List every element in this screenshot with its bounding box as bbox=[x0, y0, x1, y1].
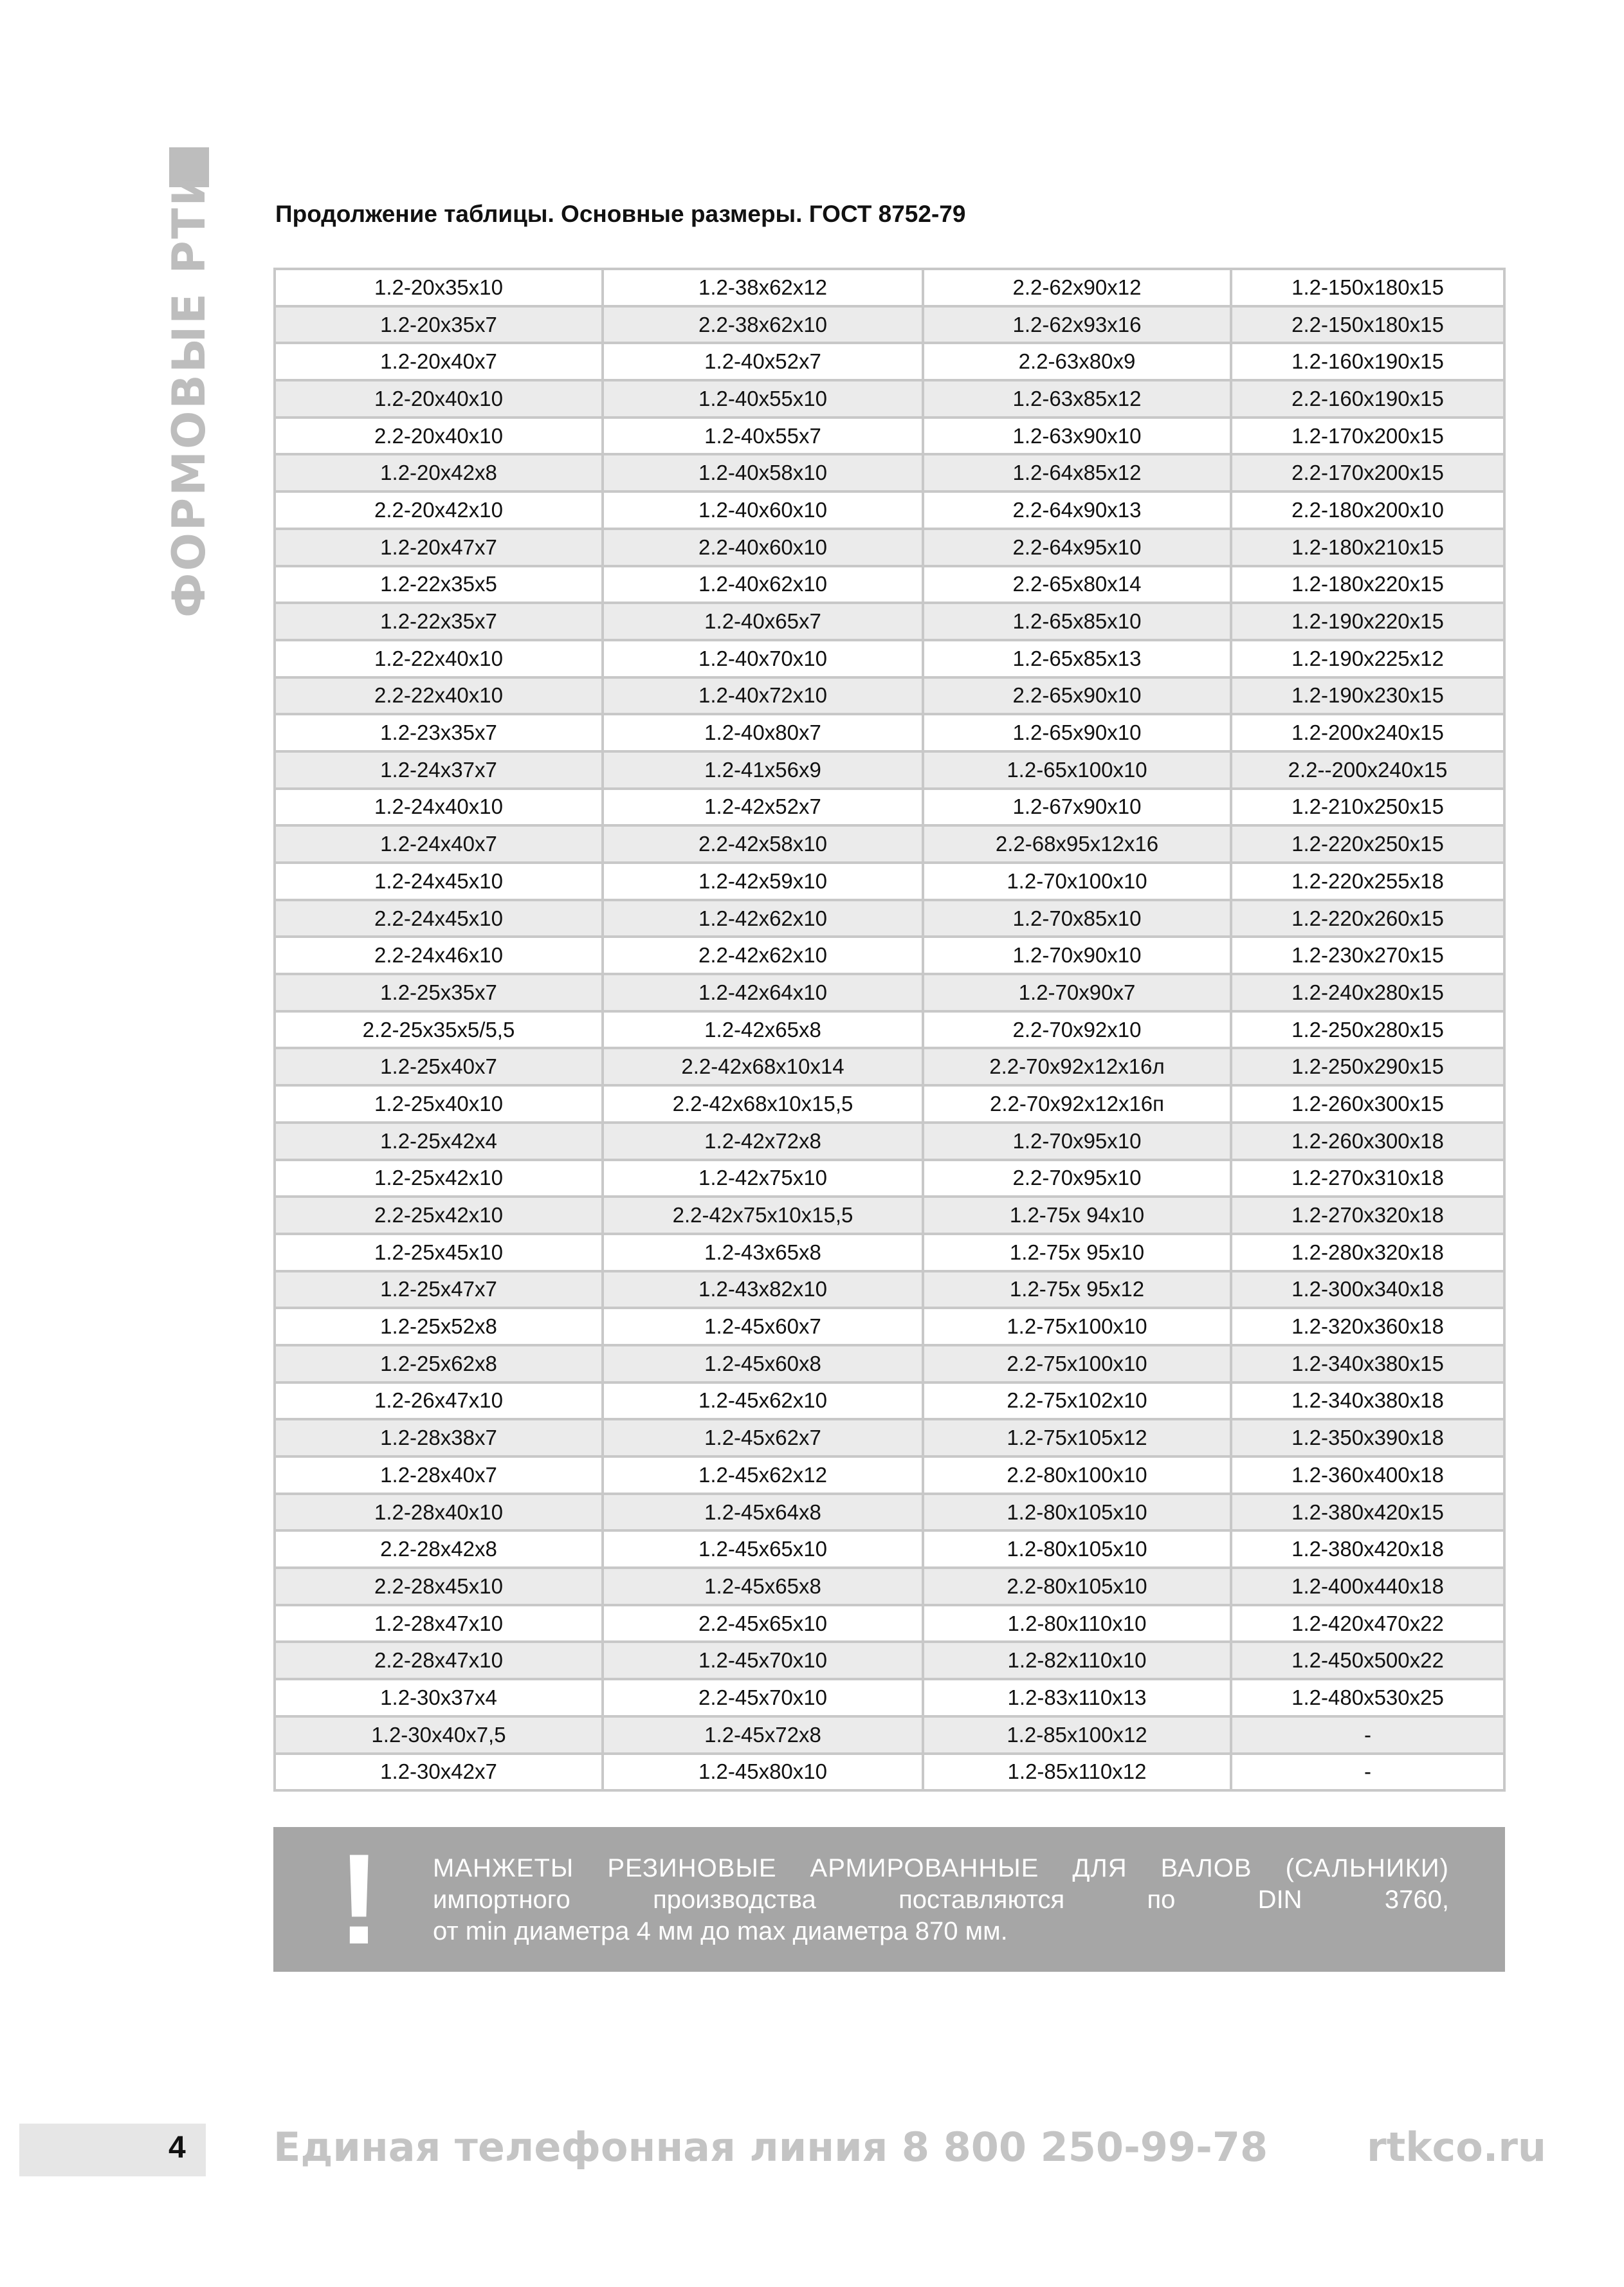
table-cell: 2.2-70x92x12x16п bbox=[923, 1085, 1231, 1123]
table-row bbox=[275, 1568, 1504, 1605]
table-cell: 1.2-180x210x15 bbox=[1231, 529, 1504, 566]
table-cell: 1.2-70x90x7 bbox=[923, 974, 1231, 1011]
table-row bbox=[275, 789, 1504, 826]
table-cell: 1.2-24x37x7 bbox=[275, 751, 603, 789]
table-cell: 1.2-480x530x25 bbox=[1231, 1679, 1504, 1716]
table-cell: 1.2-25x35x7 bbox=[275, 974, 603, 1011]
table-cell: 2.2-45x70x10 bbox=[603, 1679, 923, 1716]
table-cell: 1.2-42x72x8 bbox=[603, 1123, 923, 1160]
table-row bbox=[275, 418, 1504, 455]
table-cell: 2.2-25x35x5/5,5 bbox=[275, 1011, 603, 1049]
table-cell: 1.2-45x70x10 bbox=[603, 1642, 923, 1679]
table-cell: 1.2-45x65x8 bbox=[603, 1568, 923, 1605]
table-cell: 1.2-43x82x10 bbox=[603, 1271, 923, 1309]
table-cell: 1.2-190x225x12 bbox=[1231, 640, 1504, 677]
table-cell: 2.2-24x46x10 bbox=[275, 937, 603, 974]
table-cell: 1.2-65x100x10 bbox=[923, 751, 1231, 789]
table-cell: - bbox=[1231, 1754, 1504, 1791]
table-row bbox=[275, 1605, 1504, 1642]
table-row bbox=[275, 1642, 1504, 1679]
table-cell: 1.2-350x390x18 bbox=[1231, 1419, 1504, 1456]
table-cell: 1.2-340x380x18 bbox=[1231, 1382, 1504, 1420]
table-cell: 2.2-65x80x14 bbox=[923, 566, 1231, 603]
table-cell: 1.2-38x62x12 bbox=[603, 269, 923, 306]
table-cell: 1.2-40x52x7 bbox=[603, 343, 923, 380]
table-row bbox=[275, 1419, 1504, 1456]
table-cell: 1.2-20x35x7 bbox=[275, 306, 603, 344]
table-cell: 2.2-38x62x10 bbox=[603, 306, 923, 344]
table-cell: 1.2-40x62x10 bbox=[603, 566, 923, 603]
table-cell: 1.2-75x 95x10 bbox=[923, 1234, 1231, 1271]
table-cell: 1.2-42x75x10 bbox=[603, 1160, 923, 1197]
table-row bbox=[275, 269, 1504, 306]
table-cell: 1.2-24x40x10 bbox=[275, 789, 603, 826]
table-row bbox=[275, 677, 1504, 715]
notice-line-1: МАНЖЕТЫ РЕЗИНОВЫЕ АРМИРОВАННЫЕ ДЛЯ ВАЛОВ (САЛЬНИКИ) bbox=[433, 1854, 1449, 1882]
table-cell: 1.2-42x64x10 bbox=[603, 974, 923, 1011]
table-cell: 1.2-150x180x15 bbox=[1231, 269, 1504, 306]
table-cell: 1.2-360x400x18 bbox=[1231, 1456, 1504, 1494]
table-cell: 2.2-62x90x12 bbox=[923, 269, 1231, 306]
footer-site-link[interactable]: rtkco.ru bbox=[1367, 2124, 1547, 2171]
table-cell: 1.2-40x72x10 bbox=[603, 677, 923, 715]
table-cell: 1.2-45x60x7 bbox=[603, 1308, 923, 1345]
table-row bbox=[275, 937, 1504, 974]
notice-box bbox=[273, 1827, 1505, 1972]
table-cell: 1.2-25x47x7 bbox=[275, 1271, 603, 1309]
table-cell: 1.2-25x45x10 bbox=[275, 1234, 603, 1271]
table-row bbox=[275, 1160, 1504, 1197]
table-cell: 1.2-75x 95x12 bbox=[923, 1271, 1231, 1309]
table-cell: 2.2-28x45x10 bbox=[275, 1568, 603, 1605]
notice-text bbox=[433, 1853, 1449, 1947]
table-cell: 1.2-62x93x16 bbox=[923, 306, 1231, 344]
table-cell: 1.2-380x420x18 bbox=[1231, 1530, 1504, 1568]
table-row bbox=[275, 825, 1504, 863]
table-row bbox=[275, 1085, 1504, 1123]
page-number: 4 bbox=[169, 2131, 186, 2165]
table-cell: 1.2-160x190x15 bbox=[1231, 343, 1504, 380]
table-cell: 2.2-64x90x13 bbox=[923, 491, 1231, 529]
table-cell: 1.2-400x440x18 bbox=[1231, 1568, 1504, 1605]
table-cell: 1.2-67x90x10 bbox=[923, 789, 1231, 826]
table-cell: 1.2-45x62x12 bbox=[603, 1456, 923, 1494]
table-cell: 1.2-45x62x10 bbox=[603, 1382, 923, 1420]
table-cell: 2.2-180x200x10 bbox=[1231, 491, 1504, 529]
table-cell: 2.2-40x60x10 bbox=[603, 529, 923, 566]
table-row bbox=[275, 306, 1504, 344]
table-cell: 1.2-45x60x8 bbox=[603, 1345, 923, 1382]
table-cell: - bbox=[1231, 1716, 1504, 1754]
table-cell: 1.2-75x100x10 bbox=[923, 1308, 1231, 1345]
table-cell: 1.2-64x85x12 bbox=[923, 454, 1231, 491]
table-cell: 1.2-85x110x12 bbox=[923, 1754, 1231, 1791]
table-cell: 1.2-24x40x7 bbox=[275, 825, 603, 863]
table-row bbox=[275, 640, 1504, 677]
table-cell: 1.2-23x35x7 bbox=[275, 714, 603, 751]
table-cell: 1.2-25x42x10 bbox=[275, 1160, 603, 1197]
table-cell: 1.2-82x110x10 bbox=[923, 1642, 1231, 1679]
table-cell: 1.2-270x320x18 bbox=[1231, 1197, 1504, 1234]
exclamation-icon: ! bbox=[338, 1828, 381, 1971]
table-cell: 1.2-26x47x10 bbox=[275, 1382, 603, 1420]
table-cell: 1.2-63x85x12 bbox=[923, 380, 1231, 418]
table-cell: 1.2-65x90x10 bbox=[923, 714, 1231, 751]
table-row bbox=[275, 343, 1504, 380]
table-cell: 2.2-24x45x10 bbox=[275, 900, 603, 937]
table-cell: 1.2-250x290x15 bbox=[1231, 1048, 1504, 1085]
footer-phone-line: Единая телефонная линия 8 800 250-99-78 bbox=[273, 2124, 1268, 2171]
table-cell: 1.2-63x90x10 bbox=[923, 418, 1231, 455]
table-row bbox=[275, 1048, 1504, 1085]
table-row bbox=[275, 566, 1504, 603]
table-cell: 1.2-45x62x7 bbox=[603, 1419, 923, 1456]
table-cell: 1.2-20x40x7 bbox=[275, 343, 603, 380]
table-cell: 2.2-70x92x10 bbox=[923, 1011, 1231, 1049]
table-cell: 1.2-220x260x15 bbox=[1231, 900, 1504, 937]
table-cell: 1.2-25x40x7 bbox=[275, 1048, 603, 1085]
table-cell: 1.2-190x230x15 bbox=[1231, 677, 1504, 715]
table-cell: 1.2-80x105x10 bbox=[923, 1494, 1231, 1531]
table-cell: 1.2-42x65x8 bbox=[603, 1011, 923, 1049]
table-row bbox=[275, 714, 1504, 751]
table-cell: 2.2-160x190x15 bbox=[1231, 380, 1504, 418]
table-cell: 1.2-65x85x13 bbox=[923, 640, 1231, 677]
table-cell: 1.2-22x35x5 bbox=[275, 566, 603, 603]
table-cell: 2.2-80x105x10 bbox=[923, 1568, 1231, 1605]
table-cell: 2.2-42x58x10 bbox=[603, 825, 923, 863]
table-cell: 1.2-340x380x15 bbox=[1231, 1345, 1504, 1382]
table-cell: 1.2-30x37x4 bbox=[275, 1679, 603, 1716]
table-row bbox=[275, 529, 1504, 566]
table-row bbox=[275, 603, 1504, 640]
table-cell: 2.2-42x68x10x15,5 bbox=[603, 1085, 923, 1123]
table-cell: 1.2-260x300x18 bbox=[1231, 1123, 1504, 1160]
table-cell: 1.2-45x72x8 bbox=[603, 1716, 923, 1754]
table-cell: 2.2-25x42x10 bbox=[275, 1197, 603, 1234]
table-cell: 1.2-320x360x18 bbox=[1231, 1308, 1504, 1345]
table-row bbox=[275, 1271, 1504, 1309]
table-cell: 2.2-64x95x10 bbox=[923, 529, 1231, 566]
table-cell: 1.2-22x35x7 bbox=[275, 603, 603, 640]
notice-line-2: импортного производства поставляются по DIN 3760, bbox=[433, 1886, 1449, 1914]
table-cell: 1.2-20x35x10 bbox=[275, 269, 603, 306]
table-cell: 1.2-220x255x18 bbox=[1231, 863, 1504, 900]
table-row bbox=[275, 974, 1504, 1011]
table-cell: 1.2-41x56x9 bbox=[603, 751, 923, 789]
sizes-table bbox=[273, 268, 1506, 1792]
table-cell: 1.2-280x320x18 bbox=[1231, 1234, 1504, 1271]
table-row bbox=[275, 863, 1504, 900]
table-cell: 1.2-40x70x10 bbox=[603, 640, 923, 677]
table-cell: 1.2-25x42x4 bbox=[275, 1123, 603, 1160]
table-cell: 2.2-45x65x10 bbox=[603, 1605, 923, 1642]
table-cell: 1.2-75x105x12 bbox=[923, 1419, 1231, 1456]
table-cell: 1.2-380x420x15 bbox=[1231, 1494, 1504, 1531]
table-cell: 1.2-20x42x8 bbox=[275, 454, 603, 491]
table-cell: 1.2-40x60x10 bbox=[603, 491, 923, 529]
table-cell: 1.2-210x250x15 bbox=[1231, 789, 1504, 826]
table-row bbox=[275, 751, 1504, 789]
table-cell: 1.2-65x85x10 bbox=[923, 603, 1231, 640]
table-cell: 1.2-220x250x15 bbox=[1231, 825, 1504, 863]
table-cell: 2.2-170x200x15 bbox=[1231, 454, 1504, 491]
table-cell: 1.2-450x500x22 bbox=[1231, 1642, 1504, 1679]
table-cell: 1.2-42x62x10 bbox=[603, 900, 923, 937]
table-row bbox=[275, 1308, 1504, 1345]
table-cell: 1.2-200x240x15 bbox=[1231, 714, 1504, 751]
table-row bbox=[275, 1234, 1504, 1271]
table-cell: 1.2-30x42x7 bbox=[275, 1754, 603, 1791]
table-cell: 2.2-68x95x12x16 bbox=[923, 825, 1231, 863]
table-heading: Продолжение таблицы. Основные размеры. ГОСТ 8752-79 bbox=[275, 201, 966, 227]
table-cell: 1.2-40x65x7 bbox=[603, 603, 923, 640]
table-cell: 1.2-40x55x10 bbox=[603, 380, 923, 418]
table-cell: 1.2-25x62x8 bbox=[275, 1345, 603, 1382]
table-cell: 1.2-20x40x10 bbox=[275, 380, 603, 418]
table-row bbox=[275, 1345, 1504, 1382]
sizes-table-body bbox=[275, 269, 1504, 1790]
table-row bbox=[275, 1011, 1504, 1049]
table-cell: 1.2-28x40x10 bbox=[275, 1494, 603, 1531]
table-cell: 1.2-40x58x10 bbox=[603, 454, 923, 491]
table-cell: 2.2-42x68x10x14 bbox=[603, 1048, 923, 1085]
table-cell: 2.2-42x62x10 bbox=[603, 937, 923, 974]
table-cell: 1.2-270x310x18 bbox=[1231, 1160, 1504, 1197]
table-cell: 1.2-25x40x10 bbox=[275, 1085, 603, 1123]
table-cell: 1.2-260x300x15 bbox=[1231, 1085, 1504, 1123]
table-cell: 1.2-70x90x10 bbox=[923, 937, 1231, 974]
table-cell: 1.2-85x100x12 bbox=[923, 1716, 1231, 1754]
section-side-title: ФОРМОВЫЕ РТИ bbox=[163, 166, 215, 618]
table-cell: 1.2-70x85x10 bbox=[923, 900, 1231, 937]
table-cell: 1.2-80x110x10 bbox=[923, 1605, 1231, 1642]
table-cell: 2.2-28x42x8 bbox=[275, 1530, 603, 1568]
table-row bbox=[275, 1754, 1504, 1791]
table-cell: 1.2-42x59x10 bbox=[603, 863, 923, 900]
table-cell: 2.2--200x240x15 bbox=[1231, 751, 1504, 789]
table-cell: 1.2-40x55x7 bbox=[603, 418, 923, 455]
table-row bbox=[275, 1716, 1504, 1754]
table-cell: 2.2-70x95x10 bbox=[923, 1160, 1231, 1197]
table-cell: 1.2-70x95x10 bbox=[923, 1123, 1231, 1160]
table-row bbox=[275, 1530, 1504, 1568]
table-cell: 1.2-240x280x15 bbox=[1231, 974, 1504, 1011]
table-cell: 1.2-45x80x10 bbox=[603, 1754, 923, 1791]
table-cell: 2.2-20x40x10 bbox=[275, 418, 603, 455]
table-cell: 2.2-70x92x12x16л bbox=[923, 1048, 1231, 1085]
table-cell: 1.2-40x80x7 bbox=[603, 714, 923, 751]
table-cell: 1.2-300x340x18 bbox=[1231, 1271, 1504, 1309]
table-cell: 1.2-42x52x7 bbox=[603, 789, 923, 826]
table-cell: 1.2-80x105x10 bbox=[923, 1530, 1231, 1568]
table-cell: 1.2-190x220x15 bbox=[1231, 603, 1504, 640]
table-cell: 1.2-420x470x22 bbox=[1231, 1605, 1504, 1642]
table-cell: 1.2-22x40x10 bbox=[275, 640, 603, 677]
table-row bbox=[275, 1679, 1504, 1716]
table-row bbox=[275, 1456, 1504, 1494]
table-cell: 1.2-28x38x7 bbox=[275, 1419, 603, 1456]
table-row bbox=[275, 1494, 1504, 1531]
table-row bbox=[275, 900, 1504, 937]
table-row bbox=[275, 491, 1504, 529]
table-cell: 1.2-180x220x15 bbox=[1231, 566, 1504, 603]
table-cell: 1.2-70x100x10 bbox=[923, 863, 1231, 900]
table-cell: 2.2-75x100x10 bbox=[923, 1345, 1231, 1382]
table-cell: 1.2-20x47x7 bbox=[275, 529, 603, 566]
table-cell: 1.2-230x270x15 bbox=[1231, 937, 1504, 974]
table-cell: 1.2-28x40x7 bbox=[275, 1456, 603, 1494]
table-cell: 1.2-25x52x8 bbox=[275, 1308, 603, 1345]
table-cell: 2.2-150x180x15 bbox=[1231, 306, 1504, 344]
table-cell: 2.2-80x100x10 bbox=[923, 1456, 1231, 1494]
table-cell: 2.2-65x90x10 bbox=[923, 677, 1231, 715]
table-cell: 1.2-83x110x13 bbox=[923, 1679, 1231, 1716]
table-row bbox=[275, 1382, 1504, 1420]
table-cell: 1.2-250x280x15 bbox=[1231, 1011, 1504, 1049]
table-row bbox=[275, 380, 1504, 418]
table-row bbox=[275, 1197, 1504, 1234]
table-row bbox=[275, 1123, 1504, 1160]
table-cell: 1.2-28x47x10 bbox=[275, 1605, 603, 1642]
table-row bbox=[275, 454, 1504, 491]
table-cell: 2.2-22x40x10 bbox=[275, 677, 603, 715]
table-cell: 1.2-45x64x8 bbox=[603, 1494, 923, 1531]
table-cell: 2.2-20x42x10 bbox=[275, 491, 603, 529]
notice-line-3: от min диаметра 4 мм до max диаметра 870 мм. bbox=[433, 1917, 1008, 1945]
table-cell: 2.2-75x102x10 bbox=[923, 1382, 1231, 1420]
table-cell: 1.2-45x65x10 bbox=[603, 1530, 923, 1568]
table-cell: 2.2-28x47x10 bbox=[275, 1642, 603, 1679]
table-cell: 2.2-42x75x10x15,5 bbox=[603, 1197, 923, 1234]
table-cell: 1.2-43x65x8 bbox=[603, 1234, 923, 1271]
table-cell: 1.2-75x 94x10 bbox=[923, 1197, 1231, 1234]
table-cell: 1.2-170x200x15 bbox=[1231, 418, 1504, 455]
table-cell: 1.2-24x45x10 bbox=[275, 863, 603, 900]
table-cell: 1.2-30x40x7,5 bbox=[275, 1716, 603, 1754]
table-cell: 2.2-63x80x9 bbox=[923, 343, 1231, 380]
